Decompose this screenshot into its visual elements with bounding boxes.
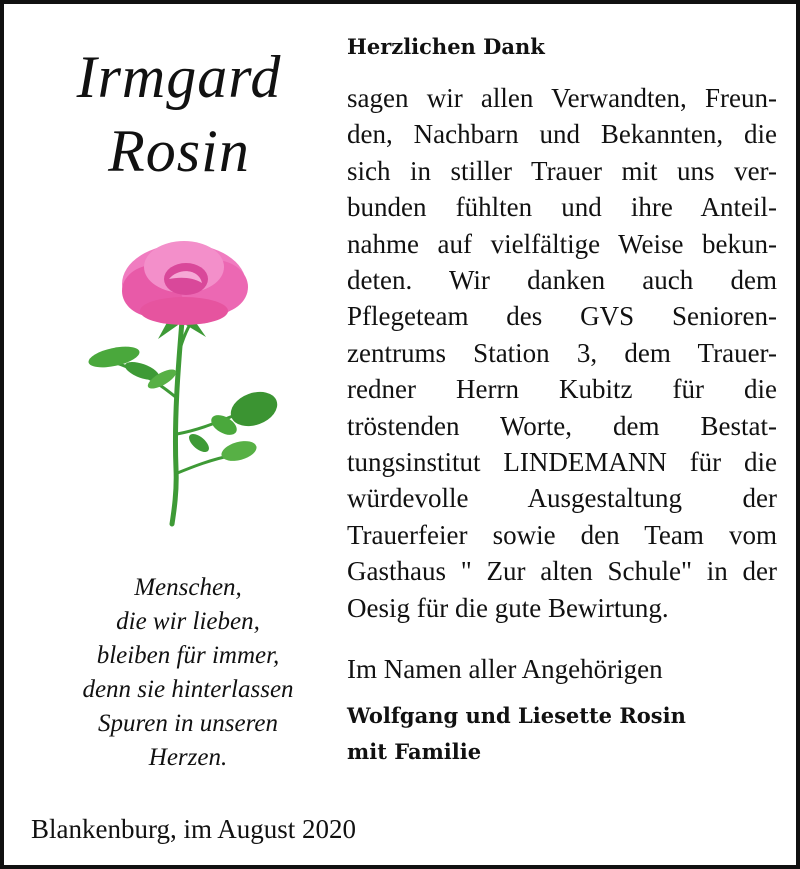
last-name: Rosin <box>108 118 250 184</box>
text-line: nahme auf vielfältige Weise bekun- <box>347 228 777 259</box>
text-line: deten. Wir danken auch dem <box>347 265 777 296</box>
text-line: würdevolle Ausgestaltung der <box>347 483 777 514</box>
thanks-heading: Herzlichen Dank <box>347 34 545 59</box>
first-name: Irmgard <box>76 44 282 110</box>
text-line: den, Nachbarn und Bekannten, die <box>347 119 777 150</box>
text-line: Oesig für die gute Bewirtung. <box>347 592 669 623</box>
thanks-text <box>347 80 777 626</box>
poem <box>32 571 344 775</box>
poem-line: Herzen. <box>148 744 228 771</box>
signer-family: mit Familie <box>347 739 482 764</box>
signer-names: Wolfgang und Liesette Rosin <box>347 703 686 728</box>
text-line: Trauerfeier sowie den Team vom <box>347 519 777 550</box>
place-and-date: Blankenburg, im August 2020 <box>31 814 357 844</box>
text-line: Gasthaus " Zur alten Schule" in der <box>347 556 777 587</box>
text-line: bunden fühlten und ihre Anteil- <box>347 192 777 223</box>
poem-line: Spuren in unseren <box>97 710 279 737</box>
on-behalf-line: Im Namen aller Angehörigen <box>347 654 663 684</box>
poem-line: die wir lieben, <box>116 608 260 635</box>
text-line: redner Herrn Kubitz für die <box>347 374 777 405</box>
text-line: Pflegeteam des GVS Senioren- <box>347 301 777 332</box>
text-line: zentrums Station 3, dem Trauer- <box>347 337 777 368</box>
poem-line: denn sie hinterlassen <box>82 676 294 703</box>
poem-line: Menschen, <box>134 574 242 601</box>
poem-line: bleiben für immer, <box>96 642 280 669</box>
rose-icon <box>74 229 304 529</box>
text-line: sich in stiller Trauer mit uns ver- <box>347 155 777 186</box>
signers <box>347 698 686 770</box>
deceased-name <box>34 40 324 188</box>
text-line: tröstenden Worte, dem Bestat- <box>347 410 777 441</box>
text-line: sagen wir allen Verwandten, Freun- <box>347 83 777 113</box>
text-line: tungsinstitut LINDEMANN für die <box>347 447 777 478</box>
